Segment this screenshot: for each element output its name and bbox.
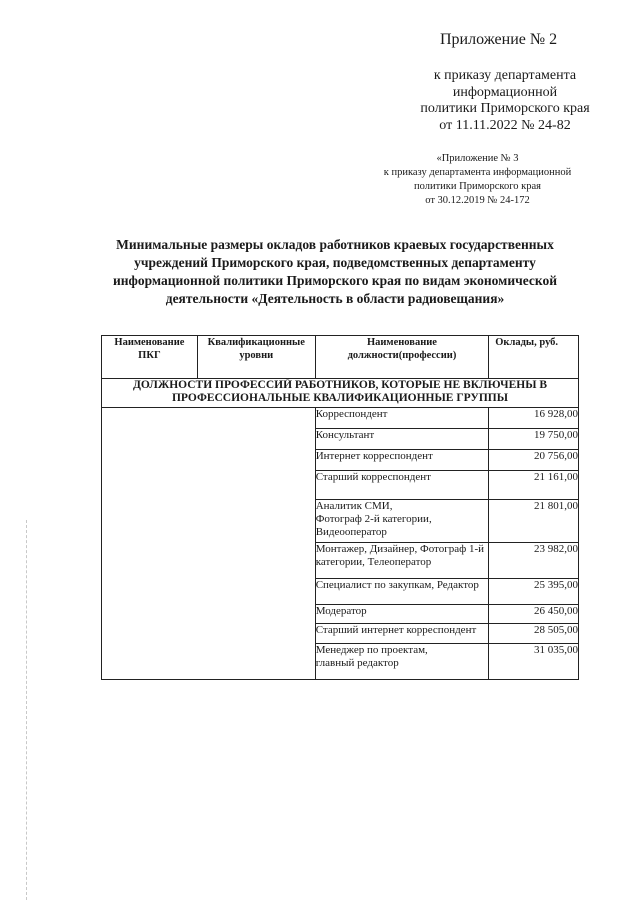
position-line: Старший корреспондент (315, 471, 431, 483)
heading-line: учреждений Приморского края, подведомственных департаменту (134, 255, 536, 270)
position-line: Аналитик СМИ, (315, 500, 393, 512)
salary-cell: 21 161,00 (489, 471, 579, 500)
position-line: Видеооператор (315, 526, 387, 538)
document-heading (100, 236, 570, 308)
position-line: главный редактор (315, 657, 399, 669)
header-line: уровни (239, 350, 274, 361)
appendix-3-header (370, 152, 585, 208)
table-header-row (102, 336, 579, 379)
position-line: Корреспондент (315, 408, 388, 420)
appendix-3-line: к приказу департамента информационной (383, 167, 572, 178)
position-cell (315, 500, 489, 543)
appendix-3-line: «Приложение № 3 (436, 153, 519, 164)
header-position-name (315, 336, 489, 379)
position-cell (315, 644, 489, 680)
table-row (102, 408, 579, 429)
position-line: Модератор (315, 605, 367, 617)
salary-cell: 21 801,00 (489, 500, 579, 543)
heading-line: Минимальные размеры окладов работников краевых государственных (116, 237, 554, 252)
appendix-2-line: информационной (452, 84, 558, 100)
salary-cell: 23 982,00 (489, 543, 579, 579)
position-cell (315, 543, 489, 579)
appendix-2-line: от 11.11.2022 № 24-82 (439, 117, 571, 133)
appendix-3-line: политики Приморского края (414, 181, 541, 192)
position-cell (315, 429, 489, 450)
position-cell (315, 624, 489, 644)
salary-cell: 26 450,00 (489, 605, 579, 624)
scan-margin-line (26, 520, 27, 900)
header-line: Наименование (114, 337, 185, 348)
section-line: ПРОФЕССИОНАЛЬНЫЕ КВАЛИФИКАЦИОННЫЕ ГРУППЫ (171, 392, 509, 404)
header-line: Наименование (366, 337, 437, 348)
position-line: Специалист по закупкам, Редактор (315, 579, 479, 591)
header-line: должности(профессии) (347, 350, 457, 361)
header-pkg (102, 336, 198, 379)
position-cell (315, 450, 489, 471)
salary-cell: 28 505,00 (489, 624, 579, 644)
salary-cell: 19 750,00 (489, 429, 579, 450)
header-line: ПКГ (138, 350, 161, 361)
position-line: категории, Телеоператор (315, 556, 432, 568)
position-line: Старший интернет корреспондент (315, 624, 477, 636)
position-line: Фотограф 2-й категории, (315, 513, 432, 525)
position-cell (315, 579, 489, 605)
position-cell (315, 471, 489, 500)
salary-cell: 31 035,00 (489, 644, 579, 680)
heading-line: деятельности «Деятельность в области радиовещания» (165, 291, 505, 306)
position-line: Монтажер, Дизайнер, Фотограф 1-й (315, 543, 485, 555)
header-line: Оклады, руб. (495, 337, 559, 348)
appendix-2-header (400, 30, 610, 134)
appendix-2-reference (400, 68, 610, 134)
position-line: Интернет корреспондент (315, 450, 433, 462)
header-line: Квалификационные (207, 337, 305, 348)
salary-cell: 25 395,00 (489, 579, 579, 605)
appendix-2-line: политики Приморского края (420, 101, 590, 116)
salary-table (101, 335, 579, 680)
section-title (102, 379, 579, 408)
salary-cell: 20 756,00 (489, 450, 579, 471)
heading-line: информационной политики Приморского края по видам экономической (112, 273, 558, 288)
section-row (102, 379, 579, 408)
appendix-2-title: Приложение № 2 (440, 31, 558, 48)
header-qualification-levels (197, 336, 315, 379)
header-salaries (489, 336, 579, 379)
salary-cell: 16 928,00 (489, 408, 579, 429)
position-cell (315, 605, 489, 624)
position-line: Консультант (315, 429, 375, 441)
section-line: ДОЛЖНОСТИ ПРОФЕССИЙ РАБОТНИКОВ, КОТОРЫЕ НЕ ВКЛЮЧЕНЫ В (132, 379, 548, 391)
empty-pkg-cell (102, 408, 316, 680)
position-line: Менеджер по проектам, (315, 644, 428, 656)
appendix-3-line: от 30.12.2019 № 24-172 (425, 195, 530, 206)
appendix-2-line: к приказу департамента (433, 68, 577, 83)
position-cell (315, 408, 489, 429)
